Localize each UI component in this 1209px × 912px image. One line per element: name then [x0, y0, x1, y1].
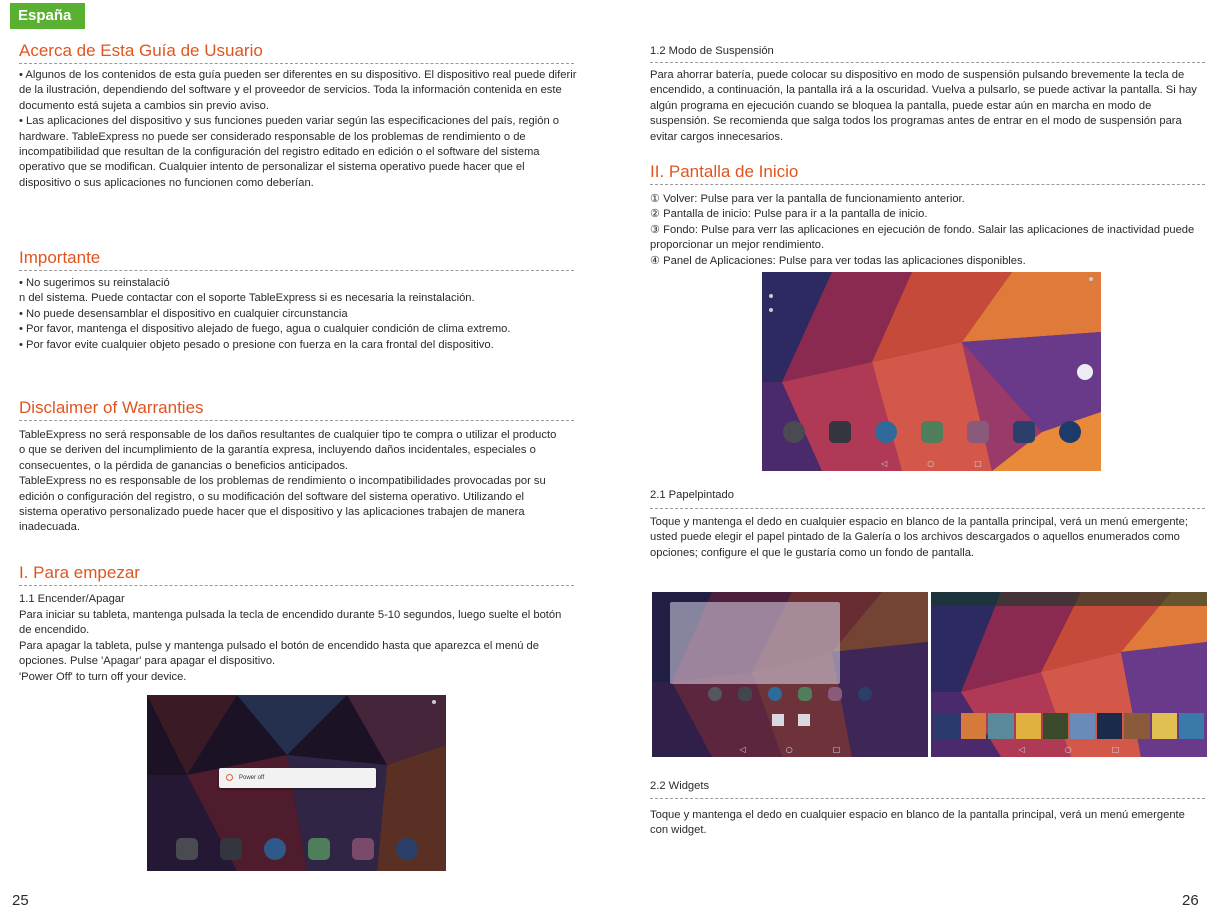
wallpaper-thumbnail[interactable] — [934, 713, 959, 739]
section-title-home: II. Pantalla de Inicio — [650, 162, 799, 181]
home-item-apps-panel: ④ Panel de Aplicaciones: Pulse para ver todas las aplicaciones disponibles. — [650, 254, 1026, 267]
camera-app-icon[interactable] — [738, 687, 752, 701]
power-icon — [226, 774, 233, 781]
language-tab: España — [10, 3, 85, 29]
camera-app-icon[interactable] — [829, 421, 851, 443]
wallpaper-thumbnail[interactable] — [1097, 713, 1122, 739]
wallpaper-thumbnail[interactable] — [1016, 713, 1041, 739]
app-dock — [147, 838, 446, 860]
home-icon[interactable]: ○ — [1064, 744, 1072, 754]
page-number-left: 25 — [12, 892, 29, 909]
browser-app-icon[interactable] — [264, 838, 286, 860]
getting-started-body — [19, 608, 574, 685]
clock-app-icon[interactable] — [858, 687, 872, 701]
section-divider — [19, 420, 574, 421]
navigation-bar — [652, 741, 928, 757]
sleep-paragraph: Para ahorrar batería, puede colocar su dispositivo en modo de suspensión pulsando brevemente la tecla de encendido, a continuación, la pantalla irá a la oscuridad. Vuelva a pulsarlo, se puede activar la pantalla. Si hay algún programa en ejecución cuando se bloquea la pantalla, puede estar aún en marcha en modo de suspensión. Se recomienda que salga todos los programas antes de entrar en el modo de suspensión para evitar cargos innecesarios. — [650, 69, 1197, 143]
screenshot-wallpaper-picker — [931, 592, 1207, 757]
subsection-title-wallpaper: 2.1 Papelpintado — [650, 489, 734, 501]
power-off-english-line: 'Power Off' to turn off your device. — [19, 670, 187, 683]
home-item-home: ② Pantalla de inicio: Pulse para ir a la pantalla de inicio. — [650, 208, 928, 221]
screenshot-home-screen — [762, 272, 1101, 471]
wallpaper-thumbnail[interactable] — [1152, 713, 1177, 739]
status-bar-icon — [432, 700, 436, 704]
wallpaper-thumbnail[interactable] — [1070, 713, 1095, 739]
navigation-bar — [762, 455, 1101, 471]
clock-app-icon[interactable] — [396, 838, 418, 860]
home-body — [650, 192, 1205, 269]
status-bar-icon — [1089, 277, 1093, 281]
wallpaper-thumbnail-strip — [934, 713, 1204, 739]
section-divider — [650, 798, 1205, 799]
disclaimer-paragraph-1: TableExpress no será responsable de los daños resultantes de cualquier tipo te compra o utilizar el producto o que se deriven del incumplimiento de la garantía expresa, incluyendo daños incidentales, especiales o consecuentes, o la pérdida de ganancias o beneficios anticipados. — [19, 429, 557, 472]
notification-icon — [769, 308, 773, 312]
recents-icon[interactable]: □ — [1111, 744, 1120, 754]
section-divider — [650, 184, 1205, 185]
wallpaper-popup-menu — [670, 602, 840, 684]
section-divider — [19, 270, 574, 271]
section-title-important: Importante — [19, 248, 101, 267]
section-title-getting-started: I. Para empezar — [19, 563, 140, 582]
camera-app-icon[interactable] — [220, 838, 242, 860]
important-body — [19, 276, 579, 353]
back-icon[interactable]: ◁ — [739, 744, 746, 754]
disclaimer-paragraph-2: TableExpress no es responsable de los problemas de rendimiento o incompatibilidades provocadas por su edición o configuración del registro, o su modificación del software del sistema operativo. Utilizando el sistema operativo personalizado puede hacer que el dispositivo y las aplicaciones trabajen de manera inadecuada. — [19, 475, 546, 534]
subsection-title-widgets: 2.2 Widgets — [650, 780, 710, 792]
gallery-app-icon[interactable] — [967, 421, 989, 443]
important-line-3: • No puede desensamblar el dispositivo en cualquier circunstancia — [19, 307, 348, 320]
important-line-1: • No sugerimos su reinstalació — [19, 277, 170, 289]
home-icon[interactable]: ○ — [785, 744, 793, 754]
notification-icon — [769, 294, 773, 298]
recents-icon[interactable]: □ — [832, 744, 841, 754]
important-line-2: n del sistema. Puede contactar con el soporte TableExpress si es necesaria la reinstalación. — [19, 292, 475, 305]
widgets-option-icon[interactable] — [798, 714, 810, 726]
right-page — [604, 0, 1209, 912]
play-store-app-icon[interactable] — [921, 421, 943, 443]
section-divider — [19, 585, 574, 586]
navigation-bar — [931, 741, 1207, 757]
page-number-right: 26 — [1182, 892, 1199, 909]
home-item-back: ① Volver: Pulse para ver la pantalla de funcionamiento anterior. — [650, 193, 965, 205]
important-line-5: • Por favor evite cualquier objeto pesado o presione con fuerza en la cara frontal del dispositivo. — [19, 338, 494, 351]
app-dock — [762, 421, 1101, 443]
screenshot-power-off — [147, 695, 446, 871]
section-divider — [650, 62, 1205, 63]
wallpaper-thumbnail[interactable] — [1043, 713, 1068, 739]
play-store-app-icon[interactable] — [308, 838, 330, 860]
home-item-background: ③ Fondo: Pulse para verr las aplicaciones en ejecución de fondo. Salair las aplicaciones de inactividad puede proporcionar un mejor rendimiento. — [650, 223, 1195, 252]
settings-app-icon[interactable] — [708, 687, 722, 701]
back-icon[interactable]: ◁ — [881, 458, 888, 468]
gallery-app-icon[interactable] — [828, 687, 842, 701]
back-icon[interactable]: ◁ — [1018, 744, 1025, 754]
power-off-menu-item[interactable] — [219, 768, 376, 788]
important-line-4: • Por favor, mantenga el dispositivo alejado de fuego, agua o cualquier condición de clima extremo. — [19, 323, 511, 336]
section-divider — [19, 63, 574, 64]
power-off-paragraph: Para apagar la tableta, pulse y mantenga pulsado el botón de encendido hasta que aparezca el menú de opciones. Pulse 'Apagar' para apagar el dispositivo. — [19, 639, 539, 668]
wallpaper-paragraph: Toque y mantenga el dedo en cualquier espacio en blanco de la pantalla principal, verá un menú emergente; usted puede elegir el papel pintado de la Galería o los archivos descargados o aquellos enumerados como opciones; configure el que le gustaría como un fondo de pantalla. — [650, 516, 1188, 559]
section-title-disclaimer: Disclaimer of Warranties — [19, 398, 204, 417]
subsection-title-power: 1.1 Encender/Apagar — [19, 593, 125, 605]
settings-app-icon[interactable] — [783, 421, 805, 443]
browser-app-icon[interactable] — [875, 421, 897, 443]
wallpaper-thumbnail[interactable] — [988, 713, 1013, 739]
app-dock — [652, 687, 928, 701]
wallpaper-thumbnail[interactable] — [1124, 713, 1149, 739]
files-app-icon[interactable] — [1013, 421, 1035, 443]
about-paragraph-2: • Las aplicaciones del dispositivo y sus funciones pueden variar según las especificaciones del país, región o hardware. TableExpress no puede ser considerado responsable de los problemas de rendimiento o de incompatibilidad que resultan de la configuración del registro editado en edición o el software del sistema operativo que se modifican. Cualquier intento de personalizar el sistema operativo puede hacer que el dispositivo o sus aplicaciones no funcionen como deberían. — [19, 115, 559, 189]
subsection-title-sleep: 1.2 Modo de Suspensión — [650, 45, 774, 57]
left-page — [0, 0, 604, 912]
disclaimer-body — [19, 428, 559, 536]
gallery-app-icon[interactable] — [352, 838, 374, 860]
recents-icon[interactable]: □ — [974, 458, 982, 468]
home-icon[interactable]: ○ — [927, 458, 935, 468]
clock-app-icon[interactable] — [1059, 421, 1081, 443]
wallpaper-thumbnail[interactable] — [1179, 713, 1204, 739]
wallpaper-thumbnail[interactable] — [961, 713, 986, 739]
about-body — [19, 68, 579, 191]
browser-app-icon[interactable] — [768, 687, 782, 701]
screenshot-wallpaper-menu — [652, 592, 928, 757]
all-apps-icon[interactable] — [1077, 364, 1093, 380]
power-on-paragraph: Para iniciar su tableta, mantenga pulsada la tecla de encendido durante 5-10 segundos, luego suelte el botón de encendido. — [19, 609, 562, 637]
about-paragraph-1: • Algunos de los contenidos de esta guía pueden ser diferentes en su dispositivo. El dispositivo real puede diferir de la ilustración, dependiendo del software y el proveedor de servicios. Toda la información contenida en este documento está sujeta a cambios sin previo aviso. — [19, 69, 577, 112]
widgets-paragraph: Toque y mantenga el dedo en cualquier espacio en blanco de la pantalla principal, verá un menú emergente con widget. — [650, 809, 1185, 837]
settings-app-icon[interactable] — [176, 838, 198, 860]
section-title-about: Acerca de Esta Guía de Usuario — [19, 41, 263, 60]
section-divider — [650, 508, 1205, 509]
wallpapers-option-icon[interactable] — [772, 714, 784, 726]
play-store-app-icon[interactable] — [798, 687, 812, 701]
power-off-label: Power off — [239, 775, 265, 781]
